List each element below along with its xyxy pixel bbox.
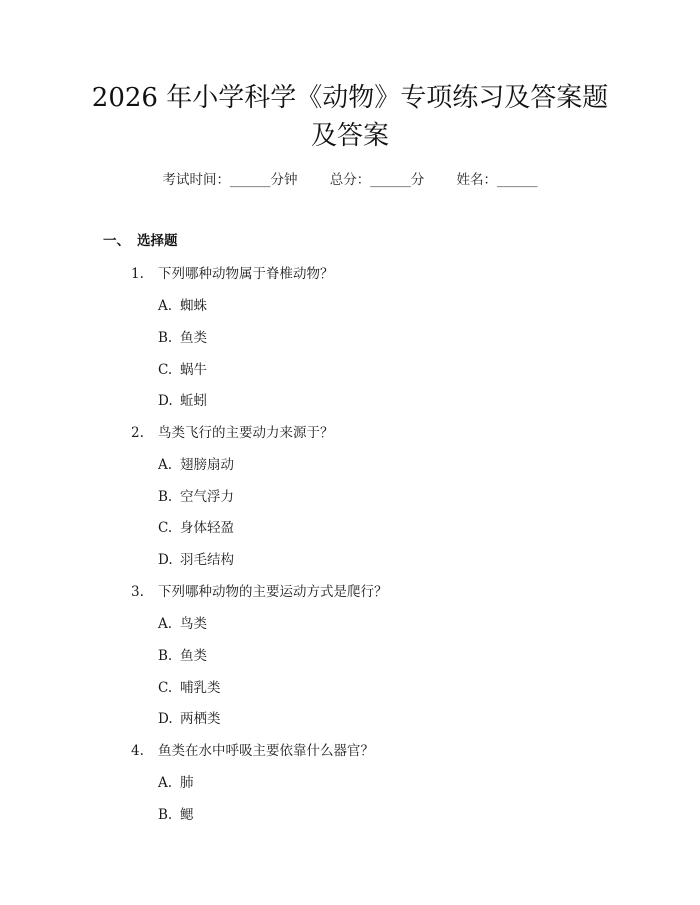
option-text: 翅膀扇动 xyxy=(180,457,234,473)
question-3-option-b xyxy=(158,644,207,664)
option-text: 鱼类 xyxy=(180,648,207,664)
option-text: 蜗牛 xyxy=(180,362,207,378)
option-letter: D. xyxy=(158,711,173,727)
option-letter: A. xyxy=(158,775,173,791)
option-text: 蜘蛛 xyxy=(180,298,207,314)
question-1-option-a xyxy=(158,294,207,314)
question-2-option-d xyxy=(158,548,234,568)
option-text: 两栖类 xyxy=(180,711,221,727)
question-1 xyxy=(131,262,334,282)
question-text: 鸟类飞行的主要动力来源于？ xyxy=(158,425,334,441)
question-1-option-b xyxy=(158,326,207,346)
question-text: 下列哪种动物属于脊椎动物？ xyxy=(158,266,334,282)
question-4-option-b xyxy=(158,803,194,823)
question-2-option-a xyxy=(158,453,234,473)
exam-time-field: 考试时间：______分钟 xyxy=(162,172,298,188)
option-letter: C. xyxy=(158,680,173,696)
option-letter: B. xyxy=(158,648,173,664)
option-letter: A. xyxy=(158,616,173,632)
question-4 xyxy=(131,739,374,759)
option-text: 肺 xyxy=(180,775,194,791)
question-number: 1. xyxy=(131,266,144,282)
option-text: 羽毛结构 xyxy=(180,552,234,568)
option-text: 鳃 xyxy=(180,807,194,823)
option-letter: C. xyxy=(158,520,173,536)
option-letter: A. xyxy=(158,298,173,314)
option-text: 鱼类 xyxy=(180,330,207,346)
option-letter: B. xyxy=(158,807,173,823)
exam-info-line xyxy=(0,168,700,188)
document-title-line-1: 2026 年小学科学《动物》专项练习及答案题 xyxy=(91,83,609,113)
option-letter: D. xyxy=(158,552,173,568)
option-text: 鸟类 xyxy=(180,616,207,632)
document-title-line-2: 及答案 xyxy=(310,121,389,151)
question-3-option-c xyxy=(158,676,221,696)
total-score-field: 总分：______分 xyxy=(329,172,425,188)
option-text: 身体轻盈 xyxy=(180,520,234,536)
option-letter: B. xyxy=(158,330,173,346)
question-2 xyxy=(131,421,334,441)
option-letter: B. xyxy=(158,489,173,505)
student-name-field: 姓名：______ xyxy=(456,172,538,188)
question-4-option-a xyxy=(158,771,194,791)
option-letter: C. xyxy=(158,362,173,378)
question-2-option-c xyxy=(158,516,234,536)
question-number: 3. xyxy=(131,584,144,600)
question-3 xyxy=(131,580,388,600)
question-3-option-a xyxy=(158,612,207,632)
option-letter: A. xyxy=(158,457,173,473)
section-number: 一、 xyxy=(103,233,130,249)
question-3-option-d xyxy=(158,707,221,727)
question-1-option-d xyxy=(158,389,207,409)
option-text: 哺乳类 xyxy=(180,680,221,696)
section-heading xyxy=(103,229,178,249)
question-number: 4. xyxy=(131,743,144,759)
question-1-option-c xyxy=(158,358,207,378)
question-text: 下列哪种动物的主要运动方式是爬行？ xyxy=(158,584,388,600)
question-2-option-b xyxy=(158,485,234,505)
question-number: 2. xyxy=(131,425,144,441)
option-text: 蚯蚓 xyxy=(180,393,207,409)
option-letter: D. xyxy=(158,393,173,409)
question-text: 鱼类在水中呼吸主要依靠什么器官？ xyxy=(158,743,374,759)
section-title: 选择题 xyxy=(137,233,178,249)
option-text: 空气浮力 xyxy=(180,489,234,505)
